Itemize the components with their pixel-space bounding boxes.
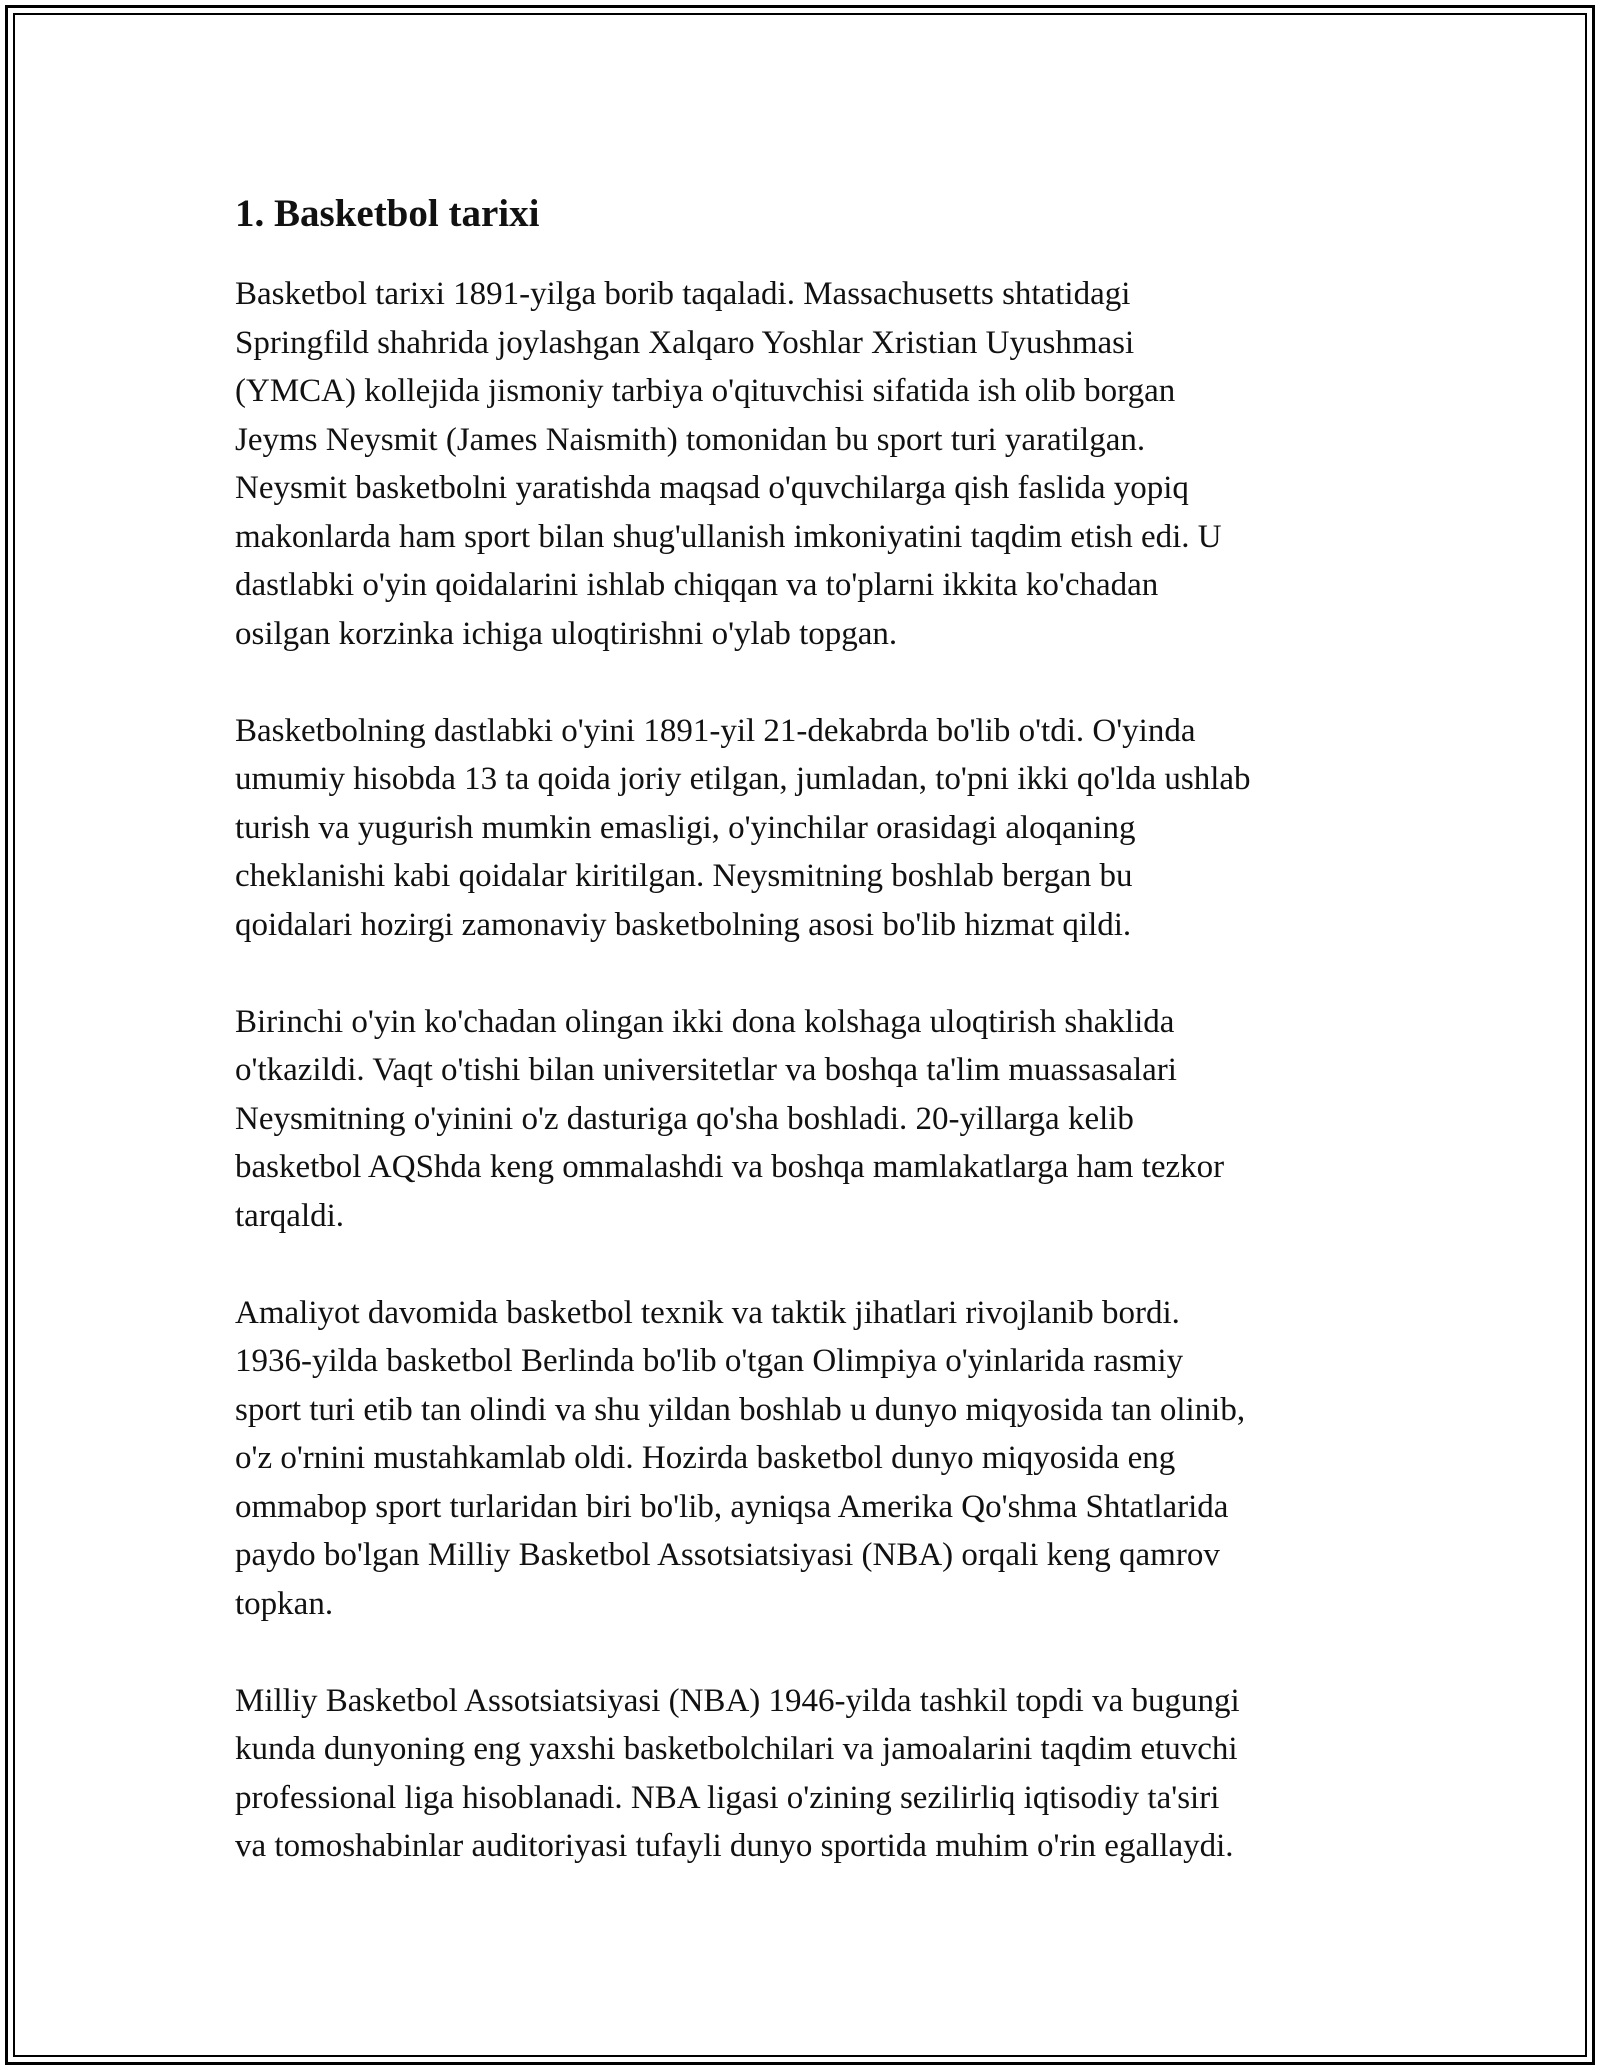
paragraph-line: turish va yugurish mumkin emasligi, o'yinchilar orasidagi aloqaning xyxy=(235,809,1136,846)
paragraph-line: makonlarda ham sport bilan shug'ullanish imkoniyatini taqdim etish edi. U xyxy=(235,518,1222,555)
paragraph-line: Jeyms Neysmit (James Naismith) tomonidan bu sport turi yaratilgan. xyxy=(235,421,1146,458)
document-body xyxy=(235,186,1375,1919)
paragraph-line: o'tkazildi. Vaqt o'tishi bilan universitetlar va boshqa ta'lim muassasalari xyxy=(235,1052,1177,1088)
paragraph-line: Neysmit basketbolni yaratishda maqsad o'quvchilarga qish faslida yopiq xyxy=(235,470,1189,506)
paragraph-4 xyxy=(235,1289,1375,1629)
paragraph-line: umumiy hisobda 13 ta qoida joriy etilgan, jumladan, to'pni ikki qo'lda ushlab xyxy=(235,761,1251,797)
paragraph-line: Milliy Basketbol Assotsiatsiyasi (NBA) 1946-yilda tashkil topdi va bugungi xyxy=(235,1682,1240,1719)
paragraph-line: Basketbol tarixi 1891-yilga borib taqaladi. Massachusetts shtatidagi xyxy=(235,276,1131,312)
paragraph-2 xyxy=(235,707,1375,950)
paragraph-line: Springfild shahrida joylashgan Xalqaro Yoshlar Xristian Uyushmasi xyxy=(235,324,1135,361)
paragraph-line: 1936-yilda basketbol Berlinda bo'lib o'tgan Olimpiya o'yinlarida rasmiy xyxy=(235,1343,1184,1379)
paragraph-1 xyxy=(235,270,1375,658)
paragraph-line: Amaliyot davomida basketbol texnik va taktik jihatlari rivojlanib bordi. xyxy=(235,1294,1180,1331)
paragraph-line: dastlabki o'yin qoidalarini ishlab chiqqan va to'plarni ikkita ko'chadan xyxy=(235,567,1159,603)
paragraph-line: Basketbolning dastlabki o'yini 1891-yil 21-dekabrda bo'lib o'tdi. O'yinda xyxy=(235,712,1196,749)
paragraph-line: cheklanishi kabi qoidalar kiritilgan. Neysmitning boshlab bergan bu xyxy=(235,858,1133,894)
paragraph-line: sport turi etib tan olindi va shu yildan boshlab u dunyo miqyosida tan olinib, xyxy=(235,1391,1246,1428)
paragraph-line: (YMCA) kollejida jismoniy tarbiya o'qituvchisi sifatida ish olib borgan xyxy=(235,373,1176,409)
section-title: 1. Basketbol tarixi xyxy=(235,192,540,235)
paragraph-line: professional liga hisoblanadi. NBA ligasi o'zining sezilirliq iqtisodiy ta'siri xyxy=(235,1779,1220,1816)
paragraph-line: Neysmitning o'yinini o'z dasturiga qo'sha boshladi. 20-yillarga kelib xyxy=(235,1100,1134,1137)
paragraph-3 xyxy=(235,998,1375,1241)
paragraph-5 xyxy=(235,1677,1375,1871)
paragraph-line: kunda dunyoning eng yaxshi basketbolchilari va jamoalarini taqdim etuvchi xyxy=(235,1731,1238,1767)
paragraph-line: o'z o'rnini mustahkamlab oldi. Hozirda basketbol dunyo miqyosida eng xyxy=(235,1440,1176,1476)
paragraph-line: qoidalari hozirgi zamonaviy basketbolning asosi bo'lib hizmat qildi. xyxy=(235,906,1132,943)
paragraph-line: osilgan korzinka ichiga uloqtirishni o'ylab topgan. xyxy=(235,615,898,652)
paragraph-line: ommabop sport turlaridan biri bo'lib, ayniqsa Amerika Qo'shma Shtatlarida xyxy=(235,1488,1229,1525)
paragraph-line: tarqaldi. xyxy=(235,1197,345,1234)
paragraph-line: va tomoshabinlar auditoriyasi tufayli dunyo sportida muhim o'rin egallaydi. xyxy=(235,1828,1234,1864)
paragraph-line: paydo bo'lgan Milliy Basketbol Assotsiatsiyasi (NBA) orqali keng qamrov xyxy=(235,1537,1220,1573)
paragraph-line: basketbol AQShda keng ommalashdi va boshqa mamlakatlarga ham tezkor xyxy=(235,1149,1225,1185)
paragraph-line: topkan. xyxy=(235,1585,334,1622)
paragraph-line: Birinchi o'yin ko'chadan olingan ikki dona kolshaga uloqtirish shaklida xyxy=(235,1003,1175,1040)
